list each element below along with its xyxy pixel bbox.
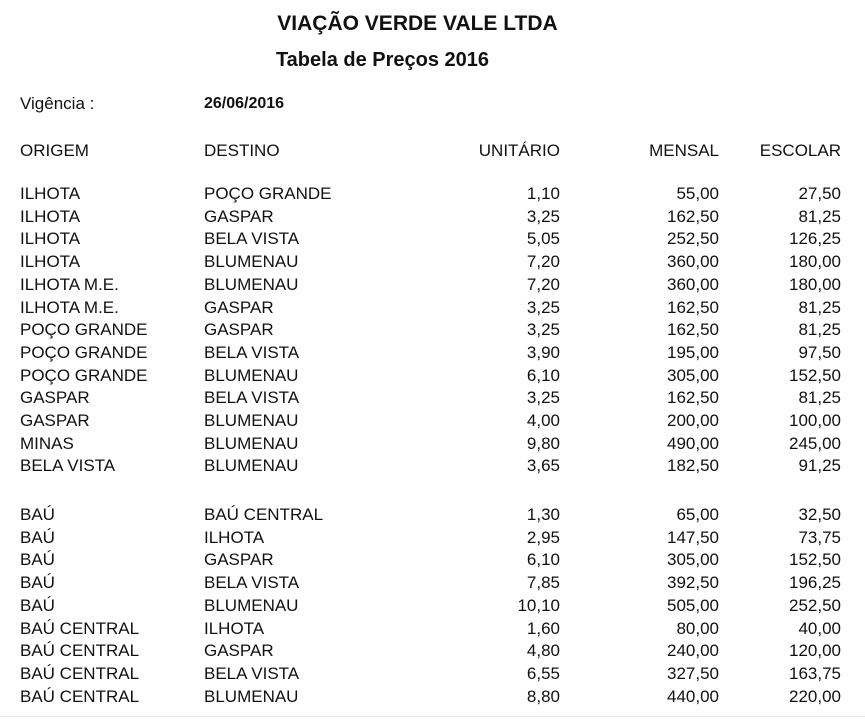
cell-mensal: 240,00	[667, 641, 719, 661]
cell-escolar: 97,50	[798, 342, 841, 362]
cell-destino: BAÚ CENTRAL	[204, 505, 324, 524]
cell-mensal: 162,50	[667, 388, 719, 408]
header-origem: ORIGEM	[20, 141, 89, 160]
cell-destino: BELA VISTA	[204, 229, 300, 249]
cell-origem: BELA VISTA	[20, 456, 116, 476]
header-escolar: ESCOLAR	[759, 141, 841, 160]
cell-unitario: 8,80	[526, 686, 560, 706]
cell-mensal: 490,00	[667, 433, 719, 453]
cell-origem: ILHOTA	[20, 252, 81, 272]
table-row	[0, 297, 865, 319]
cell-mensal: 182,50	[667, 456, 719, 476]
cell-destino: GASPAR	[204, 320, 274, 340]
cell-mensal: 505,00	[667, 595, 719, 615]
cell-origem: GASPAR	[20, 388, 90, 408]
cell-escolar: 180,00	[789, 274, 841, 294]
table-row	[0, 183, 865, 205]
table-row	[0, 319, 865, 341]
cell-mensal: 305,00	[667, 365, 719, 385]
cell-escolar: 40,00	[798, 618, 841, 638]
cell-origem: POÇO GRANDE	[20, 365, 148, 385]
table-row	[0, 455, 865, 477]
cell-origem: BAÚ CENTRAL	[20, 618, 140, 638]
cell-origem: BAÚ	[20, 550, 55, 570]
cell-mensal: 195,00	[667, 342, 719, 362]
cell-unitario: 3,25	[526, 388, 560, 408]
cell-escolar: 245,00	[789, 433, 841, 453]
cell-unitario: 3,65	[526, 456, 560, 476]
table-row	[0, 572, 865, 594]
cell-mensal: 327,50	[667, 663, 719, 683]
cell-mensal: 392,50	[667, 573, 719, 593]
cell-origem: POÇO GRANDE	[20, 320, 148, 340]
cell-origem: BAÚ	[20, 595, 55, 615]
cell-origem: ILHOTA M.E.	[20, 274, 119, 294]
cell-destino: POÇO GRANDE	[204, 184, 332, 203]
cell-escolar: 81,25	[798, 206, 841, 226]
cell-destino: GASPAR	[204, 550, 274, 570]
table-row	[0, 686, 865, 708]
cell-destino: BELA VISTA	[204, 388, 300, 408]
cell-unitario: 3,25	[526, 320, 560, 340]
table-header	[0, 140, 865, 162]
cell-escolar: 32,50	[798, 505, 841, 524]
cell-escolar: 27,50	[798, 184, 841, 203]
table-row	[0, 433, 865, 455]
cell-mensal: 200,00	[667, 411, 719, 430]
cell-unitario: 10,10	[517, 595, 560, 615]
table-row	[0, 342, 865, 364]
cell-destino: BLUMENAU	[204, 274, 299, 294]
cell-unitario: 2,95	[526, 527, 560, 547]
cell-unitario: 6,55	[526, 663, 560, 683]
cell-unitario: 9,80	[526, 433, 560, 453]
cell-mensal: 65,00	[676, 505, 719, 524]
cell-origem: ILHOTA	[20, 206, 81, 226]
header-destino: DESTINO	[204, 141, 280, 160]
table-row	[0, 618, 865, 640]
cell-escolar: 252,50	[789, 595, 841, 615]
cell-destino: BLUMENAU	[204, 365, 299, 385]
header-mensal: MENSAL	[649, 141, 719, 160]
cell-escolar: 196,25	[789, 573, 841, 593]
cell-destino: BLUMENAU	[204, 456, 299, 476]
cell-unitario: 3,90	[526, 342, 560, 362]
table-row	[0, 549, 865, 571]
cell-unitario: 7,85	[526, 573, 560, 593]
cell-destino: BELA VISTA	[204, 573, 300, 593]
cell-unitario: 1,30	[526, 505, 560, 524]
cell-unitario: 6,10	[526, 550, 560, 570]
table-row	[0, 504, 865, 526]
cell-escolar: 81,25	[798, 297, 841, 317]
cell-mensal: 80,00	[676, 618, 719, 638]
cell-unitario: 6,10	[526, 365, 560, 385]
cell-escolar: 81,25	[798, 320, 841, 340]
cell-destino: GASPAR	[204, 641, 274, 661]
vigencia-label: Vigência :	[20, 94, 95, 113]
table-row	[0, 387, 865, 409]
cell-escolar: 91,25	[798, 456, 841, 476]
cell-destino: ILHOTA	[204, 618, 265, 638]
cell-escolar: 73,75	[798, 527, 841, 547]
table-row	[0, 251, 865, 273]
table-row	[0, 663, 865, 685]
cell-escolar: 163,75	[789, 663, 841, 683]
cell-destino: BLUMENAU	[204, 595, 299, 615]
cell-escolar: 180,00	[789, 252, 841, 272]
price-table-title: Tabela de Preços 2016	[275, 49, 490, 71]
table-row	[0, 410, 865, 432]
cell-escolar: 152,50	[789, 550, 841, 570]
cell-mensal: 360,00	[667, 252, 719, 272]
cell-destino: BLUMENAU	[204, 686, 299, 706]
cell-destino: BLUMENAU	[204, 252, 299, 272]
cell-origem: BAÚ CENTRAL	[20, 663, 140, 683]
cell-destino: GASPAR	[204, 206, 274, 226]
cell-mensal: 440,00	[667, 686, 719, 706]
cell-unitario: 4,00	[526, 411, 560, 430]
cell-mensal: 147,50	[667, 527, 719, 547]
cell-destino: ILHOTA	[204, 527, 265, 547]
cell-origem: GASPAR	[20, 411, 90, 430]
cell-unitario: 3,25	[526, 206, 560, 226]
cell-origem: BAÚ CENTRAL	[20, 641, 140, 661]
cell-escolar: 120,00	[789, 641, 841, 661]
cell-escolar: 152,50	[789, 365, 841, 385]
cell-origem: ILHOTA M.E.	[20, 297, 119, 317]
cell-unitario: 7,20	[526, 274, 560, 294]
cell-destino: BELA VISTA	[204, 342, 300, 362]
cell-escolar: 220,00	[789, 686, 841, 706]
cell-mensal: 305,00	[667, 550, 719, 570]
cell-unitario: 3,25	[526, 297, 560, 317]
table-row	[0, 206, 865, 228]
cell-mensal: 55,00	[676, 184, 719, 203]
cell-destino: GASPAR	[204, 297, 274, 317]
cell-mensal: 162,50	[667, 320, 719, 340]
cell-escolar: 126,25	[789, 229, 841, 249]
table-row	[0, 274, 865, 296]
header-unitario: UNITÁRIO	[478, 141, 560, 160]
vigencia-date: 26/06/2016	[204, 95, 285, 112]
cell-escolar: 81,25	[798, 388, 841, 408]
cell-origem: BAÚ CENTRAL	[20, 686, 140, 706]
cell-origem: BAÚ	[20, 527, 55, 547]
cell-destino: BLUMENAU	[204, 433, 299, 453]
table-row	[0, 527, 865, 549]
cell-mensal: 162,50	[667, 297, 719, 317]
cell-origem: ILHOTA	[20, 184, 81, 203]
cell-unitario: 1,60	[526, 618, 560, 638]
cell-mensal: 360,00	[667, 274, 719, 294]
cell-origem: ILHOTA	[20, 229, 81, 249]
cell-destino: BLUMENAU	[204, 411, 299, 430]
cell-escolar: 100,00	[789, 411, 841, 430]
cell-destino: BELA VISTA	[204, 663, 300, 683]
cell-unitario: 5,05	[526, 229, 560, 249]
page-bottom-divider	[0, 716, 865, 717]
cell-origem: MINAS	[20, 433, 74, 453]
cell-mensal: 162,50	[667, 206, 719, 226]
cell-unitario: 1,10	[526, 184, 560, 203]
table-row	[0, 640, 865, 662]
table-row	[0, 595, 865, 617]
cell-mensal: 252,50	[667, 229, 719, 249]
cell-origem: BAÚ	[20, 573, 55, 593]
table-row	[0, 365, 865, 387]
company-title: VIAÇÃO VERDE VALE LTDA	[277, 12, 558, 35]
cell-unitario: 7,20	[526, 252, 560, 272]
cell-unitario: 4,80	[526, 641, 560, 661]
cell-origem: POÇO GRANDE	[20, 342, 148, 362]
table-row	[0, 228, 865, 250]
cell-origem: BAÚ	[20, 505, 55, 524]
